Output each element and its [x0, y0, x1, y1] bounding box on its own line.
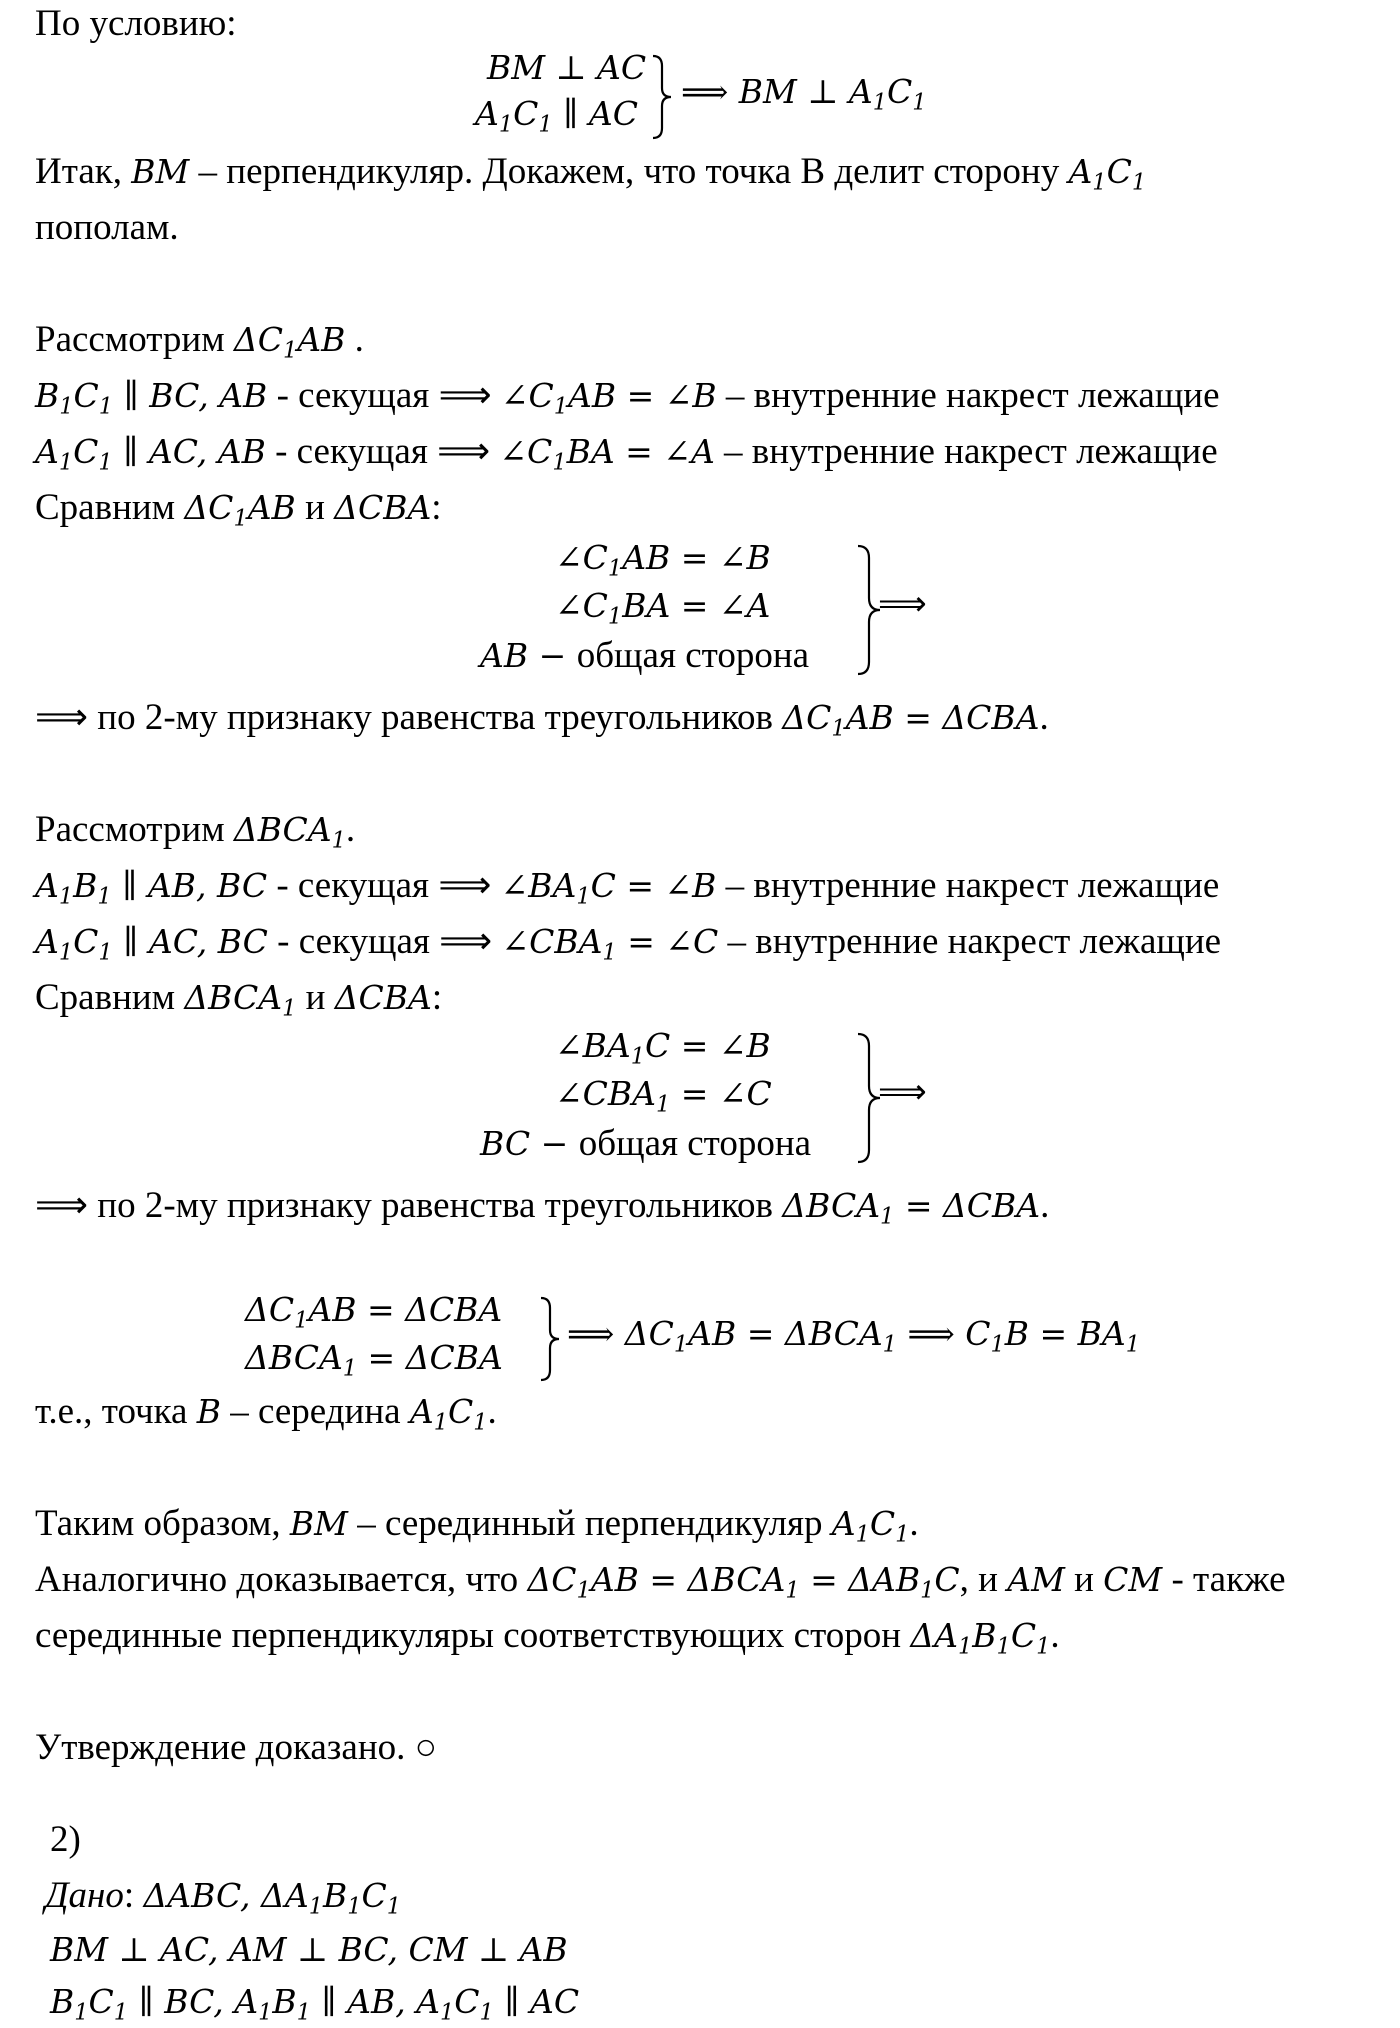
summary-line-1: Таким образом, BM – серединный перпендикуляр $A_1C_1$.: [35, 1503, 919, 1548]
summary-line-2: Аналогично доказывается, что $\Delta C_1AB = \Delta BCA_1 = \Delta AB_1C$, и AM и CM - также: [35, 1559, 1286, 1604]
system2-angle-1: $\angle BA_1C$ = ∠B: [555, 1026, 771, 1070]
system2-arrow: ⟹: [878, 1072, 927, 1112]
parallel-line-a1c1: $A_1C_1$ ∥ AC, AB - секущая ⟹ $\angle C_1BA$ = ∠A – внутренние накрест лежащие: [35, 431, 1218, 476]
final-line-1: $\Delta C_1AB = \Delta CBA$: [245, 1290, 503, 1334]
given-line: Дано: ΔABC, $\Delta A_1B_1C_1$: [45, 1875, 402, 1920]
compare-triangles-2: Сравним $\Delta BCA_1$ и ΔCBA:: [35, 977, 443, 1022]
paragraph-bm-perpendicular: Итак, BM – перпендикуляр. Докажем, что точка В делит сторону $A_1C_1$: [35, 151, 1147, 196]
system1-angle-2: $\angle C_1BA$ = ∠A: [555, 586, 771, 630]
consider-triangle-c1ab: Рассмотрим $\Delta C_1AB$ .: [35, 319, 364, 364]
summary-line-3: серединные перпендикуляры соответствующих сторон $\Delta A_1B_1C_1$.: [35, 1615, 1060, 1660]
system-result: ⟹ BM ⊥ $A_1C_1$: [681, 72, 927, 116]
proof-complete: Утверждение доказано. ○: [35, 1727, 437, 1768]
conclusion-triangles-2: ⟹ по 2-му признаку равенства треугольников $\Delta BCA_1 = \Delta CBA$.: [35, 1185, 1050, 1230]
right-brace-icon: [651, 54, 673, 140]
part-2-number: 2): [50, 1819, 81, 1860]
system1-angle-1: $\angle C_1AB$ = ∠B: [555, 538, 771, 582]
paragraph-bm-perpendicular-end: пополам.: [35, 207, 179, 248]
system2-common-side: BC − общая сторона: [480, 1123, 812, 1164]
final-line-2: $\Delta BCA_1 = \Delta CBA$: [245, 1338, 503, 1382]
system-line-1: BM ⊥ AC: [487, 48, 647, 87]
consider-triangle-bca1: Рассмотрим $\Delta BCA_1$.: [35, 809, 356, 854]
given-perpendiculars: BM ⊥ AC, AM ⊥ BC, CM ⊥ AB: [50, 1930, 568, 1969]
final-result: ⟹ $\Delta C_1AB = \Delta BCA_1$ ⟹ $C_1B = BA_1$: [567, 1314, 1141, 1358]
parallel-line-a1c1-2: $A_1C_1$ ∥ AC, BC - секущая ⟹ $\angle CBA_1$ = ∠C – внутренние накрест лежащие: [35, 921, 1222, 966]
compare-triangles-1: Сравним $\Delta C_1AB$ и ΔCBA:: [35, 487, 442, 532]
parallel-line-a1b1: $A_1B_1$ ∥ AB, BC - секущая ⟹ $\angle BA_1C$ = ∠B – внутренние накрест лежащие: [35, 865, 1220, 910]
midpoint-statement: т.е., точка B – середина $A_1C_1$.: [35, 1391, 497, 1436]
right-brace-icon: [539, 1296, 561, 1382]
parallel-line-b1c1: $B_1C_1$ ∥ BC, AB - секущая ⟹ $\angle C_1AB$ = ∠B – внутренние накрест лежащие: [35, 375, 1220, 420]
conclusion-triangles-1: ⟹ по 2-му признаку равенства треугольников $\Delta C_1AB = \Delta CBA$.: [35, 697, 1049, 742]
system1-common-side: AB − общая сторона: [480, 635, 810, 676]
system2-angle-2: $\angle CBA_1$ = ∠C: [555, 1074, 772, 1118]
intro-text: По условию:: [35, 3, 237, 44]
system-line-2: $A_1C_1$ ∥ AC: [475, 94, 638, 138]
system1-arrow: ⟹: [878, 584, 927, 624]
given-parallels: $B_1C_1$ ∥ BC, $A_1B_1$ ∥ AB, $A_1C_1$ ∥ AC: [50, 1982, 580, 2026]
